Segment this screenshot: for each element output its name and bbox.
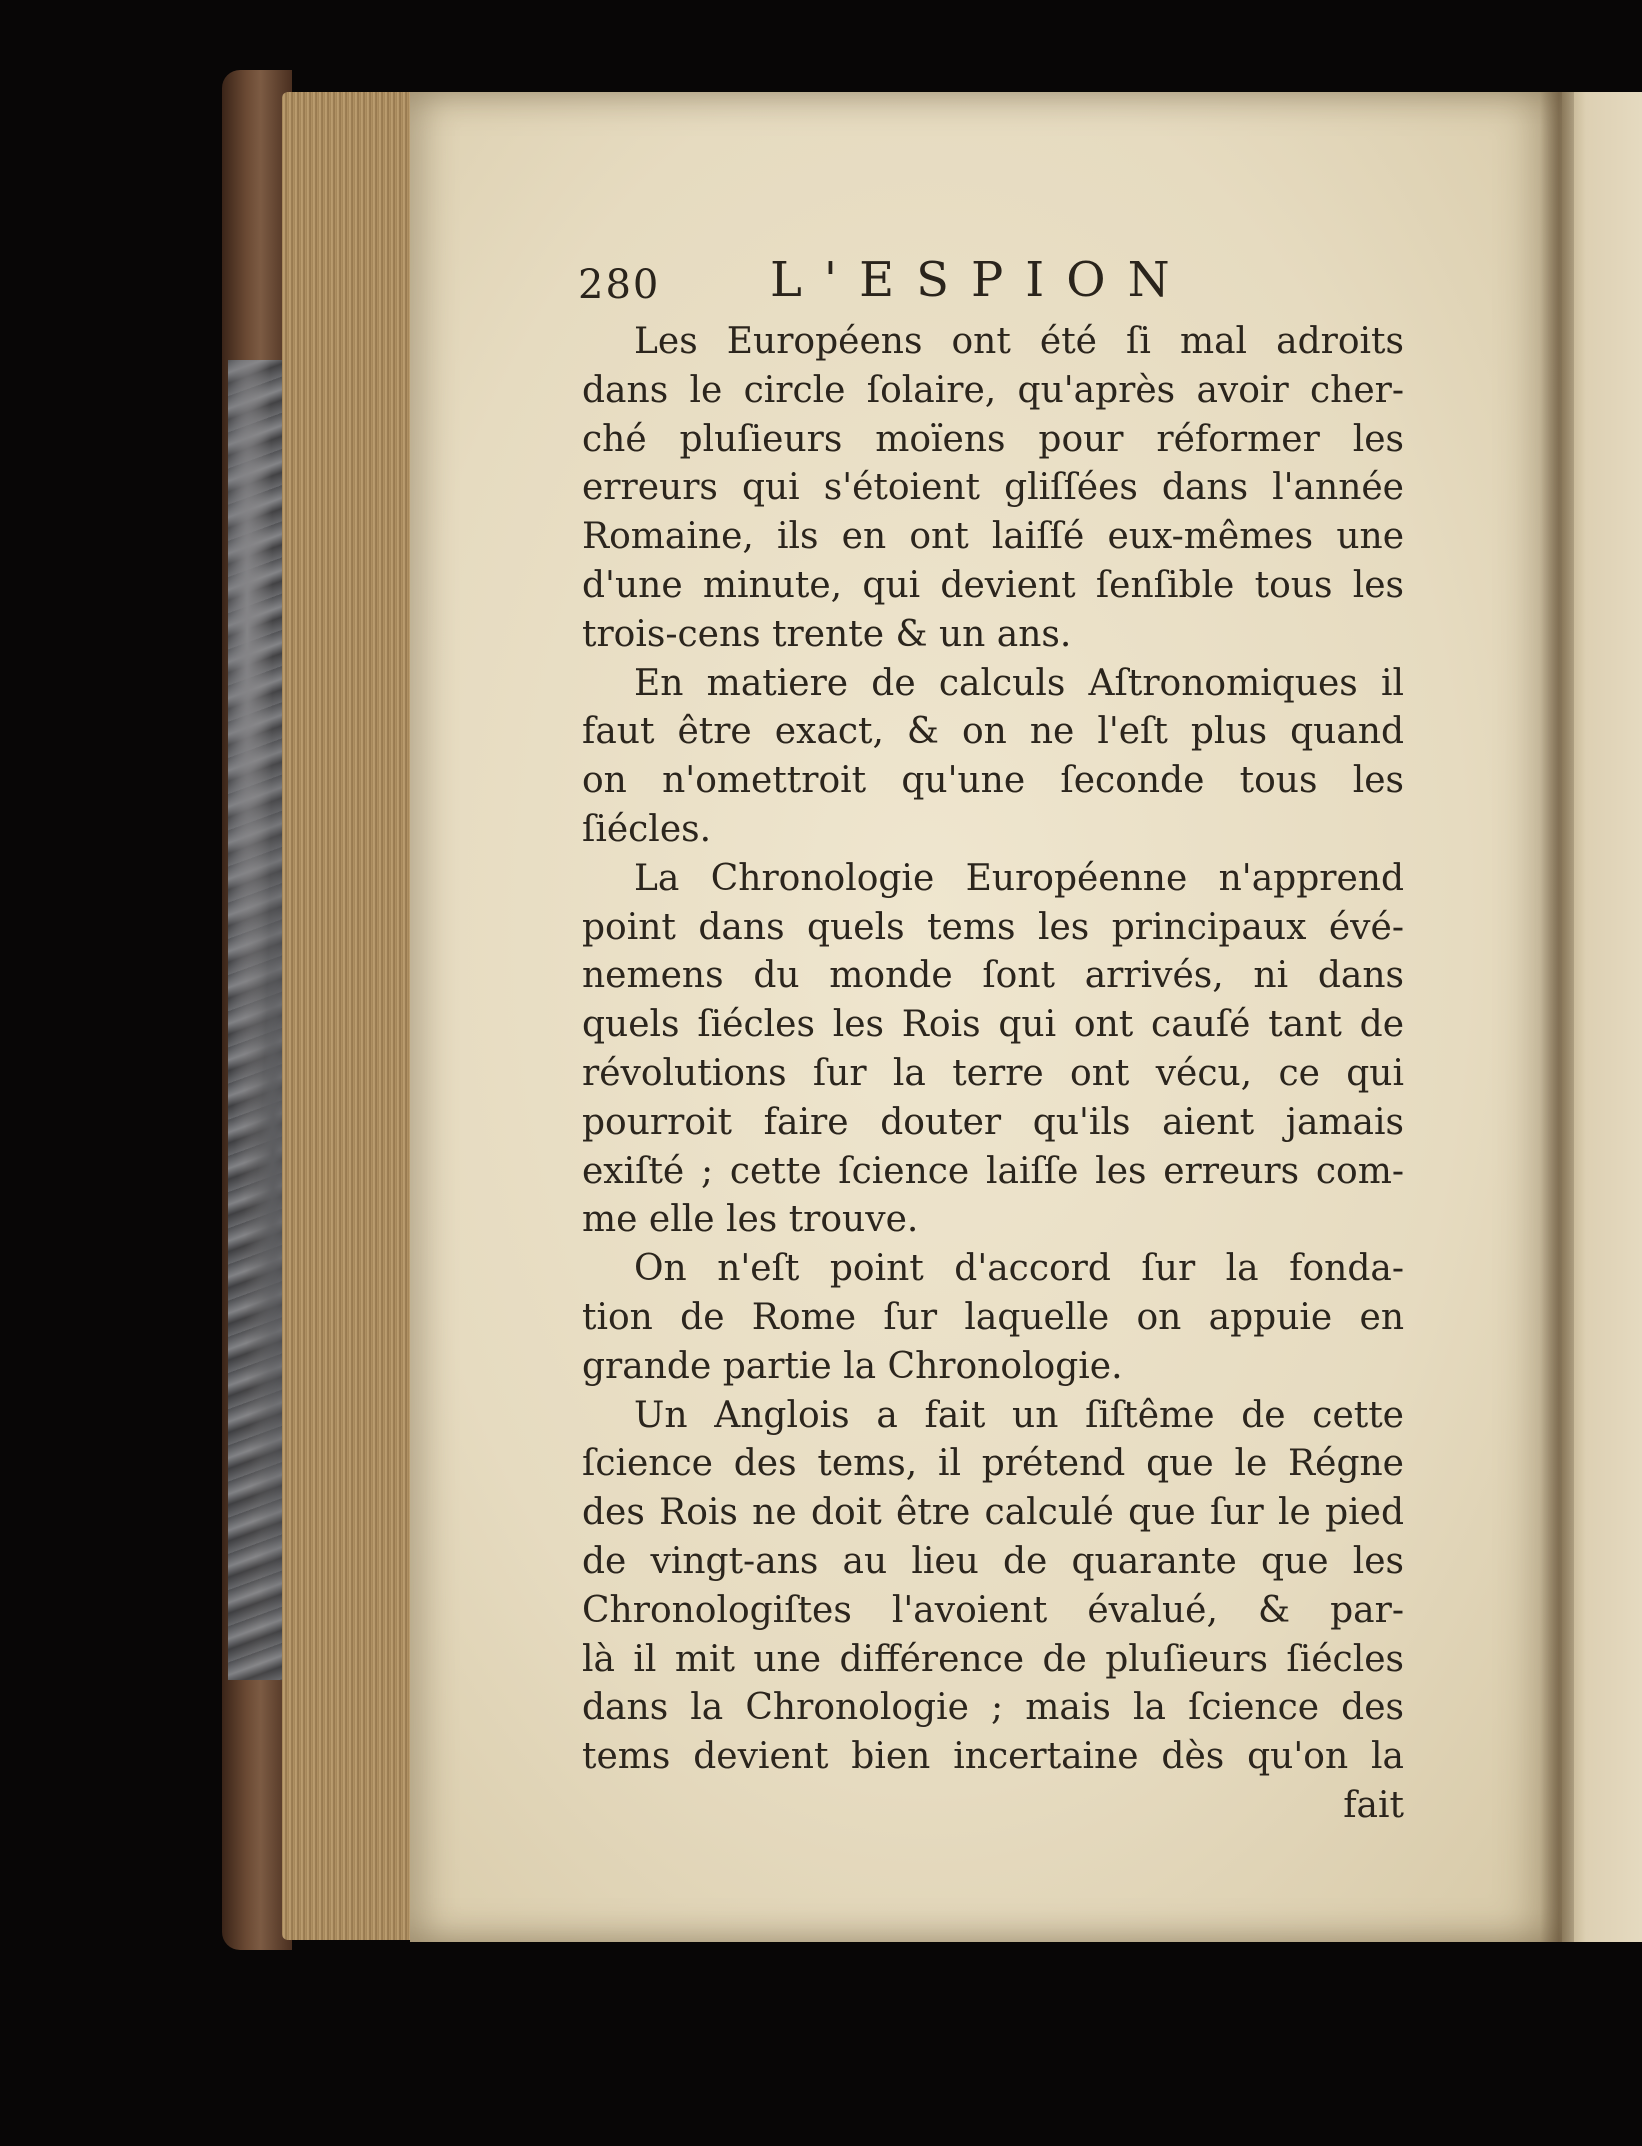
text-line: La Chronologie Européenne n'apprend [634,857,1404,899]
text-line: dans le circle ſolaire, qu'après avoir cher- [582,369,1404,411]
text-line: Chronologiſtes l'avoient évalué, & par- [582,1589,1404,1631]
text-line: quels ſiécles les Rois qui ont cauſé tant de [582,1004,1404,1046]
page-number: 280 [578,262,661,308]
text-line: fait [1343,1784,1404,1826]
text-line: Les Européens ont été ſi mal adroits [634,321,1404,362]
text-line: ché pluſieurs moïens pour réformer les [582,418,1404,460]
text-line: grande partie la Chronologie. [582,1345,1123,1387]
book-gutter [1540,92,1574,1942]
text-line: ſiécles. [582,808,712,850]
page-block-edge [282,92,412,1940]
text-line: faut être exact, & on ne l'eſt plus quand [582,711,1404,753]
text-line: des Rois ne doit être calculé que ſur le pied [582,1492,1404,1534]
text-line: de vingt-ans au lieu de quarante que les [582,1540,1404,1582]
text-line: là il mit une différence de pluſieurs ſiécles [582,1638,1404,1680]
text-line: point dans quels tems les principaux évé- [582,906,1404,948]
text-line: tion de Rome ſur laquelle on appuie en [582,1296,1404,1338]
text-line: exiſté ; cette ſcience laiſſe les erreurs com- [582,1150,1404,1192]
text-line: d'une minute, qui devient ſenſible tous les [582,564,1404,606]
text-line: En matiere de calculs Aſtronomiques il [634,662,1404,704]
text-line: dans la Chronologie ; mais la ſcience des [582,1687,1404,1729]
text-line: ſcience des tems, il prétend que le Régne [582,1443,1404,1485]
page-header [578,252,1378,322]
text-line: erreurs qui s'étoient gliſſées dans l'année [582,467,1404,509]
text-line: nemens du monde ſont arrivés, ni dans [582,955,1404,997]
running-title: L'ESPION [770,252,1192,308]
text-line: on n'omettroit qu'une ſeconde tous les [582,760,1404,802]
facing-page-edge [1562,92,1642,1942]
text-line: pourroit faire douter qu'ils aient jamais [582,1101,1404,1143]
text-line: Romaine, ils en ont laiſſé eux-mêmes une [582,516,1404,558]
text-line: Un Anglois a fait un ſiſtême de cette [634,1394,1404,1436]
page-body-text [582,318,1404,1831]
text-line: me elle les trouve. [582,1199,919,1241]
text-line: On n'eſt point d'accord ſur la fonda- [634,1248,1404,1290]
text-line: trois-cens trente & un ans. [582,613,1072,655]
text-line: révolutions ſur la terre ont vécu, ce qui [582,1052,1404,1094]
text-line: tems devient bien incertaine dès qu'on la [582,1736,1404,1778]
